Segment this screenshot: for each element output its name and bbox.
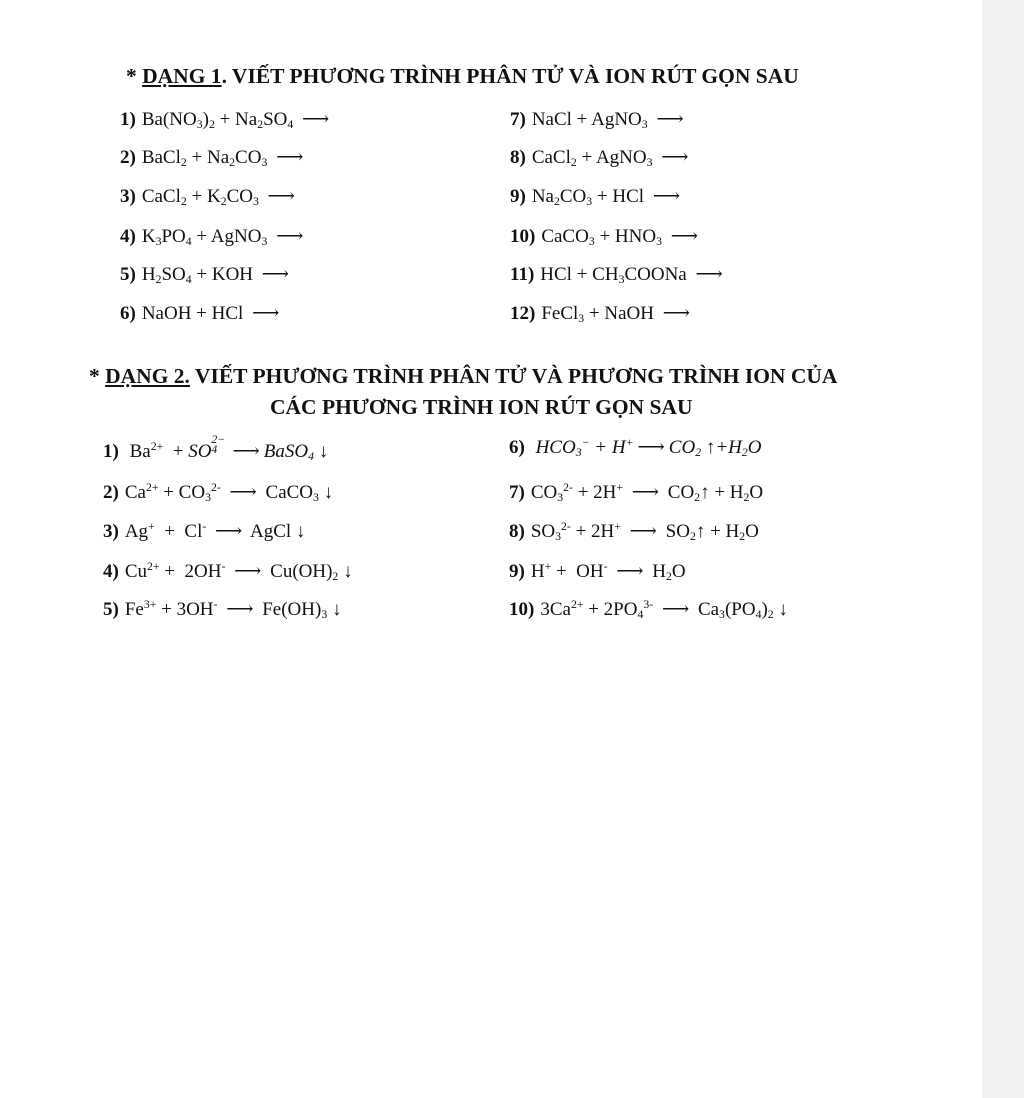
- eq1-5: 5) $H_2SO_4$ + KOH ⟶: [120, 264, 290, 286]
- eq1-11: 11) HCl + $CH_3COONa$ ⟶: [510, 264, 723, 286]
- eq1-8: 8) CaCl$_2$ + AgNO$_3$ ⟶: [510, 147, 689, 169]
- eq2-9: 9) H+ + OH- ⟶ $H_2O$: [509, 559, 686, 583]
- eq2-7: 7) $CO_3^{2-} + 2H^+$ ⟶ $CO_2↑ + H_2O$: [509, 480, 764, 504]
- section2-heading-line2: CÁC PHƯƠNG TRÌNH ION RÚT GỌN SAU: [270, 395, 693, 419]
- section1-star: *: [126, 64, 143, 88]
- eq2-4: 4) $Cu^{2+} + 2OH^-$ ⟶ $Cu(OH)_2$ ↓: [103, 559, 353, 583]
- eq2-8: 8) $SO_3^{2-} + 2H^+$ ⟶ $SO_2↑ + H_2O$: [509, 519, 759, 543]
- eq2-1: 1) $Ba^{2+}$ + SO 2− 4 ⟶ BaSO$_4$ ↓: [103, 432, 329, 463]
- section1-label: DẠNG 1: [142, 64, 222, 88]
- eq1-10: 10) CaCO$_3$ + $HNO_3$ ⟶: [510, 226, 698, 248]
- section2-heading: [89, 364, 837, 389]
- eq1-7: 7) NaCl + AgNO$_3$ ⟶: [510, 109, 684, 131]
- eq1-3: 3) CaCl$_2$ + $K_2CO_3$ ⟶: [120, 186, 295, 208]
- eq1-9: 9) $Na_2CO_3$ + HCl ⟶: [510, 186, 681, 208]
- eq1-12: 12) FeCl$_3$ + NaOH ⟶: [510, 303, 690, 325]
- section1-title: . VIẾT PHƯƠNG TRÌNH PHÂN TỬ VÀ ION RÚT GỌN SAU: [221, 64, 799, 88]
- viewer-gutter: [982, 0, 1024, 1098]
- section2-label: DẠNG 2.: [105, 364, 190, 388]
- eq1-6: 6) NaOH + HCl ⟶: [120, 303, 280, 324]
- section1-heading: [126, 64, 799, 89]
- section2-star: *: [89, 364, 106, 388]
- eq2-5: 5) $Fe^{3+} + 3OH^-$ ⟶ $Fe(OH)_3$ ↓: [103, 597, 342, 621]
- eq2-10: 10) $3Ca^{2+} + 2PO_4^{3-}$ ⟶ $Ca_3(PO_4)_2$ ↓: [509, 597, 788, 621]
- eq1-1: 1) $Ba(NO_3)_2 + Na_2SO_4$ ⟶: [120, 109, 330, 131]
- section2-title: VIẾT PHƯƠNG TRÌNH PHÂN TỬ VÀ PHƯƠNG TRÌNH ION CỦA: [189, 364, 838, 388]
- eq2-3: 3) Ag+ + Cl- ⟶ AgCl ↓: [103, 519, 306, 542]
- eq2-2: 2) $Ca^{2+} + CO_3^{2-}$ ⟶ CaCO$_3$ ↓: [103, 480, 334, 504]
- eq1-2: 2) BaCl$_2$ + $Na_2CO_3$ ⟶: [120, 147, 304, 169]
- eq1-4: 4) $K_3PO_4$ + AgNO$_3$ ⟶: [120, 226, 304, 248]
- eq2-6: 6) $HCO_3^- + H^+$ ⟶ $CO_2$ $↑+H_2O$: [509, 435, 762, 459]
